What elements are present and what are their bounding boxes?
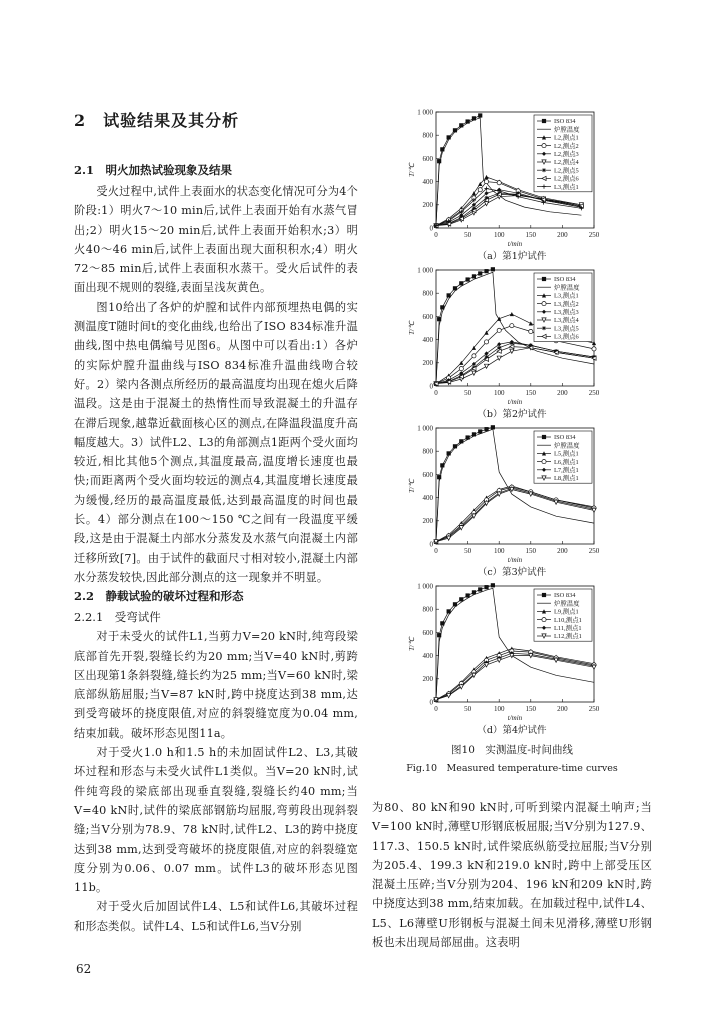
legend-marker bbox=[542, 326, 546, 330]
y-tick-label: 800 bbox=[422, 447, 433, 456]
legend-label: L3,测点5 bbox=[554, 325, 579, 333]
x-tick-label: 0 bbox=[434, 389, 438, 397]
series-line bbox=[436, 649, 594, 700]
data-point bbox=[478, 587, 482, 591]
section-title: 2 试验结果及其分析 bbox=[74, 111, 240, 130]
data-point bbox=[484, 340, 488, 344]
x-tick-label: 250 bbox=[588, 705, 600, 713]
series-3 bbox=[434, 649, 596, 702]
series-6 bbox=[434, 341, 596, 386]
legend-label: ISO 834 bbox=[554, 118, 576, 126]
legend-label: L10,测点1 bbox=[554, 616, 582, 624]
subfigure-c bbox=[372, 424, 652, 578]
legend-marker bbox=[542, 119, 546, 123]
x-tick-label: 150 bbox=[525, 389, 537, 397]
x-tick-label: 250 bbox=[588, 547, 600, 555]
legend-label: L2,测点1 bbox=[554, 134, 579, 142]
series-4 bbox=[434, 486, 596, 544]
x-tick-label: 200 bbox=[557, 389, 568, 397]
data-point bbox=[466, 593, 470, 597]
y-tick-label: 400 bbox=[422, 652, 433, 660]
series-7 bbox=[434, 192, 584, 228]
legend-label: L3,测点1 bbox=[554, 183, 579, 191]
legend-label: L2,测点2 bbox=[554, 142, 579, 150]
legend-label: L7,测点1 bbox=[554, 467, 579, 474]
legend-label: L3,测点4 bbox=[554, 317, 579, 325]
y-tick-label: 1 000 bbox=[417, 582, 433, 591]
paragraph-reinforced-specimens: 为80、80 kN和90 kN时,可听到梁内混凝土响声;当V=100 kN时,薄壁U形钢底板屈服;当V分别为127.9、117.3、150.5 kN时,试件梁底纵筋受拉屈服;当V分别为205.4、199.3 kN和219.0 kN时,跨中上部受压区混凝土压碎;当V分别为204、196 kN和209 kN时,跨中挠度达到38 mm,结束加载。在加载过程中,试件L4、L5、L6薄壁U形钢板与混凝土间未见滑移,薄壁U形钢板也未出现局部屈曲。这表明 bbox=[372, 801, 652, 950]
y-axis-label: T/℃ bbox=[408, 479, 416, 493]
legend-label: L2,测点3 bbox=[554, 151, 579, 158]
x-tick-label: 0 bbox=[434, 547, 438, 555]
x-tick-label: 250 bbox=[588, 389, 600, 397]
y-tick-label: 200 bbox=[422, 201, 433, 210]
y-tick-label: 1 000 bbox=[417, 424, 433, 433]
y-tick-label: 200 bbox=[422, 675, 433, 684]
legend-label: L3,测点3 bbox=[554, 309, 579, 316]
x-tick-label: 100 bbox=[493, 705, 505, 713]
legend-label: L2,测点4 bbox=[554, 159, 579, 167]
x-tick-label: 100 bbox=[493, 389, 505, 397]
data-point bbox=[472, 274, 476, 278]
series-line bbox=[436, 490, 594, 542]
legend-label: L12,测点1 bbox=[554, 633, 582, 641]
subcaption-a: （a）第1炉试件 bbox=[477, 251, 547, 262]
subcaption-b: （b）第2炉试件 bbox=[477, 409, 547, 420]
chart-furnace-1 bbox=[372, 108, 652, 248]
x-tick-label: 50 bbox=[464, 547, 472, 555]
page-number: 62 bbox=[76, 962, 92, 976]
series-0 bbox=[434, 425, 495, 544]
legend-marker bbox=[542, 618, 546, 622]
legend-label: L5,测点1 bbox=[554, 450, 579, 458]
x-axis-label: t/min bbox=[507, 398, 523, 406]
legend-label: 炉膛温度 bbox=[554, 126, 580, 134]
legend-marker bbox=[542, 435, 546, 439]
data-point bbox=[484, 364, 488, 368]
x-tick-label: 0 bbox=[434, 705, 438, 713]
y-tick-label: 800 bbox=[422, 605, 433, 614]
y-tick-label: 600 bbox=[422, 154, 433, 163]
series-line bbox=[436, 487, 594, 542]
data-point bbox=[459, 367, 463, 371]
x-tick-label: 200 bbox=[557, 231, 568, 239]
series-2 bbox=[434, 647, 596, 702]
series-0 bbox=[434, 267, 495, 386]
legend-marker bbox=[542, 144, 546, 148]
figure-10 bbox=[372, 108, 652, 774]
data-point bbox=[529, 321, 533, 325]
data-point bbox=[478, 271, 482, 275]
subsection-2-2-title: 2.2 静载试验的破坏过程和形态 bbox=[74, 589, 244, 604]
data-point bbox=[459, 281, 463, 285]
data-point bbox=[472, 371, 476, 375]
left-column bbox=[74, 108, 358, 936]
y-tick-label: 600 bbox=[422, 312, 433, 321]
data-point bbox=[478, 113, 482, 117]
subcaption-c: （c）第3炉试件 bbox=[477, 567, 547, 578]
x-tick-label: 100 bbox=[493, 231, 505, 239]
x-tick-label: 100 bbox=[493, 547, 505, 555]
subsection-2-2-1-title: 2.2.1 受弯试件 bbox=[74, 610, 161, 625]
data-point bbox=[491, 583, 495, 587]
series-line bbox=[436, 486, 594, 542]
y-axis-label: T/℃ bbox=[408, 637, 416, 651]
y-tick-label: 800 bbox=[422, 289, 433, 298]
legend-label: L6,测点1 bbox=[554, 458, 579, 466]
x-tick-label: 50 bbox=[464, 231, 472, 239]
legend-label: L2,测点6 bbox=[554, 175, 579, 183]
x-tick-label: 150 bbox=[525, 231, 537, 239]
subcaption-d: （d）第4炉试件 bbox=[477, 725, 547, 736]
y-tick-label: 1 000 bbox=[417, 108, 433, 117]
paragraph-specimen-l2-l3: 对于受火1.0 h和1.5 h的未加固试件L2、L3,其破坏过程和形态与未受火试件L1类似。当V=20 kN时,试件纯弯段的梁底部出现垂直裂缝,裂缝长约40 mm;当V=40 kN时,试件的梁底部钢筋均屈服,弯剪段出现斜裂缝;当V分别为78.9、78 kN时,试件L2、L3的跨中挠度达到38 mm,达到受弯破坏的挠度限值,对应的斜裂缝宽度分别为0.06、0.07 mm。试件L3的破坏形态见图11b。 bbox=[74, 746, 358, 895]
legend-label: ISO 834 bbox=[554, 592, 576, 600]
x-axis-label: t/min bbox=[507, 714, 523, 722]
x-tick-label: 50 bbox=[464, 705, 472, 713]
x-axis-label: t/min bbox=[507, 240, 523, 248]
y-tick-label: 1 000 bbox=[417, 266, 433, 275]
x-tick-label: 150 bbox=[525, 547, 537, 555]
legend bbox=[534, 589, 592, 641]
data-point bbox=[472, 191, 476, 195]
legend-label: L11,测点1 bbox=[554, 625, 582, 632]
legend-label: ISO 834 bbox=[554, 276, 576, 284]
y-tick-label: 600 bbox=[422, 470, 433, 479]
y-axis-label: T/℃ bbox=[408, 163, 416, 177]
x-tick-label: 50 bbox=[464, 389, 472, 397]
y-tick-label: 400 bbox=[422, 178, 433, 186]
data-point bbox=[497, 328, 501, 332]
legend bbox=[534, 273, 592, 342]
series-2 bbox=[434, 484, 596, 544]
data-point bbox=[529, 329, 533, 333]
y-tick-label: 200 bbox=[422, 359, 433, 368]
legend-label: 炉膛温度 bbox=[554, 442, 580, 450]
data-point bbox=[497, 181, 501, 185]
subfigure-a bbox=[372, 108, 652, 262]
series-6 bbox=[434, 191, 584, 228]
figure-caption-cn: 图10 实测温度-时间曲线 bbox=[451, 744, 573, 756]
paragraph-temperature-curves: 图10给出了各炉的炉膛和试件内部预埋热电偶的实测温度T随时间t的变化曲线,也给出了ISO 834标准升温曲线,图中热电偶编号见图6。从图中可以看出:1）各炉的实际炉膛升温曲线与ISO 834标准升温曲线吻合较好。2）梁内各测点所经历的最高温度均出现在熄火后降温段。这是由于混凝土的热惰性而导致混凝土的升温存在滞后现象,越靠近截面核心区的测点,在降温段温度升高幅度越大。3）试件L2、L3的角部测点1距两个受火面均较近,相比其他5个测点,其温度最高,温度增长速度也最快;而距离两个受火面均较远的测点4,其温度增长速度最为缓慢,经历的最高温度最低,达到最高温度的时间也最长。4）部分测点在100～150 ℃之间有一段温度平缓段,这是由于混凝土内部水分蒸发及水蒸气向混凝土内部迁移所致[7]。由于试件的截面尺寸相对较小,混凝土内部水分蒸发较快,因此部分测点的这一现象并不明显。 bbox=[74, 300, 358, 584]
legend-marker bbox=[542, 277, 546, 281]
right-column-text bbox=[372, 798, 652, 952]
data-point bbox=[484, 269, 488, 273]
data-point bbox=[478, 188, 482, 192]
x-axis-label: t/min bbox=[507, 556, 523, 564]
subfigure-d bbox=[372, 582, 652, 736]
legend-marker bbox=[542, 302, 546, 306]
data-point bbox=[497, 356, 501, 360]
data-point bbox=[484, 180, 488, 184]
subsection-2-1-title: 2.1 明火加热试验现象及结果 bbox=[74, 163, 233, 177]
legend-label: L3,测点2 bbox=[554, 300, 579, 308]
data-point bbox=[497, 658, 501, 662]
y-tick-label: 400 bbox=[422, 336, 433, 344]
series-4 bbox=[434, 651, 596, 702]
y-tick-label: 800 bbox=[422, 131, 433, 140]
series-line bbox=[436, 196, 581, 226]
data-point bbox=[472, 354, 476, 358]
subfigure-b bbox=[372, 266, 652, 420]
data-point bbox=[484, 585, 488, 589]
series-line bbox=[436, 269, 493, 383]
y-tick-label: 0 bbox=[429, 224, 433, 233]
legend-label: L2,测点5 bbox=[554, 167, 579, 175]
chart-furnace-3 bbox=[372, 424, 652, 564]
y-tick-label: 400 bbox=[422, 494, 433, 502]
series-line bbox=[436, 651, 594, 700]
figure-caption-en: Fig.10 Measured temperature-time curves bbox=[406, 763, 618, 774]
chart-furnace-2 bbox=[372, 266, 652, 406]
data-point bbox=[529, 492, 533, 496]
data-point bbox=[510, 312, 514, 316]
data-point bbox=[491, 267, 495, 271]
legend bbox=[534, 115, 592, 192]
data-point bbox=[510, 324, 514, 328]
series-3 bbox=[434, 485, 596, 544]
paragraph-fire-phenomena: 受火过程中,试件上表面水的状态变化情况可分为4个阶段:1）明火7～10 min后,试件上表面开始有水蒸气冒出;2）明火15～20 min后,试件上表面开始积水;3）明火40～46 min后,试件上表面出现大面积积水;4）明火72～85 min后,试件上表面积水蒸干。受火后试件的表面出现不规则的裂缝,表面呈浅灰黄色。 bbox=[74, 185, 358, 295]
chart-furnace-4 bbox=[372, 582, 652, 722]
x-tick-label: 200 bbox=[557, 705, 568, 713]
data-point bbox=[592, 347, 596, 351]
legend-label: L9,测点1 bbox=[554, 608, 579, 616]
data-point bbox=[459, 597, 463, 601]
paragraph-specimen-l4-l6: 对于受火后加固试件L4、L5和试件L6,其破坏过程和形态类似。试件L4、L5和试件L6,当V分别 bbox=[74, 900, 358, 933]
data-point bbox=[466, 277, 470, 281]
legend-label: L8,测点1 bbox=[554, 475, 579, 483]
legend-label: L3,测点1 bbox=[554, 292, 579, 300]
y-tick-label: 600 bbox=[422, 628, 433, 637]
y-axis-label: T/℃ bbox=[408, 321, 416, 335]
x-tick-label: 150 bbox=[525, 705, 537, 713]
legend-label: 炉膛温度 bbox=[554, 284, 580, 292]
legend-marker bbox=[542, 460, 546, 464]
data-point bbox=[484, 175, 488, 179]
y-tick-label: 200 bbox=[422, 517, 433, 526]
data-point bbox=[491, 425, 495, 429]
y-tick-label: 0 bbox=[429, 540, 433, 549]
y-tick-label: 0 bbox=[429, 698, 433, 707]
x-tick-label: 0 bbox=[434, 231, 438, 239]
data-point bbox=[447, 536, 451, 540]
x-tick-label: 250 bbox=[588, 231, 600, 239]
series-5 bbox=[434, 193, 584, 227]
legend bbox=[534, 431, 592, 483]
legend-label: L3,测点6 bbox=[554, 333, 579, 341]
legend-label: ISO 834 bbox=[554, 434, 576, 442]
x-tick-label: 200 bbox=[557, 547, 568, 555]
legend-marker bbox=[542, 593, 546, 597]
y-tick-label: 0 bbox=[429, 382, 433, 391]
legend-label: 炉膛温度 bbox=[554, 600, 580, 608]
legend-marker bbox=[542, 168, 546, 172]
paragraph-specimen-l1: 对于未受火的试件L1,当剪力V=20 kN时,纯弯段梁底部首先开裂,裂缝长约为20 mm;当V=40 kN时,剪跨区出现第1条斜裂缝,缝长约为25 mm;当V=60 kN时,梁底部纵筋屈服;当V=87 kN时,跨中挠度达到38 mm,达到受弯破坏的挠度限值,对应的斜裂缝宽度为0.04 mm,结束加载。破坏形态见图11a。 bbox=[74, 630, 358, 740]
